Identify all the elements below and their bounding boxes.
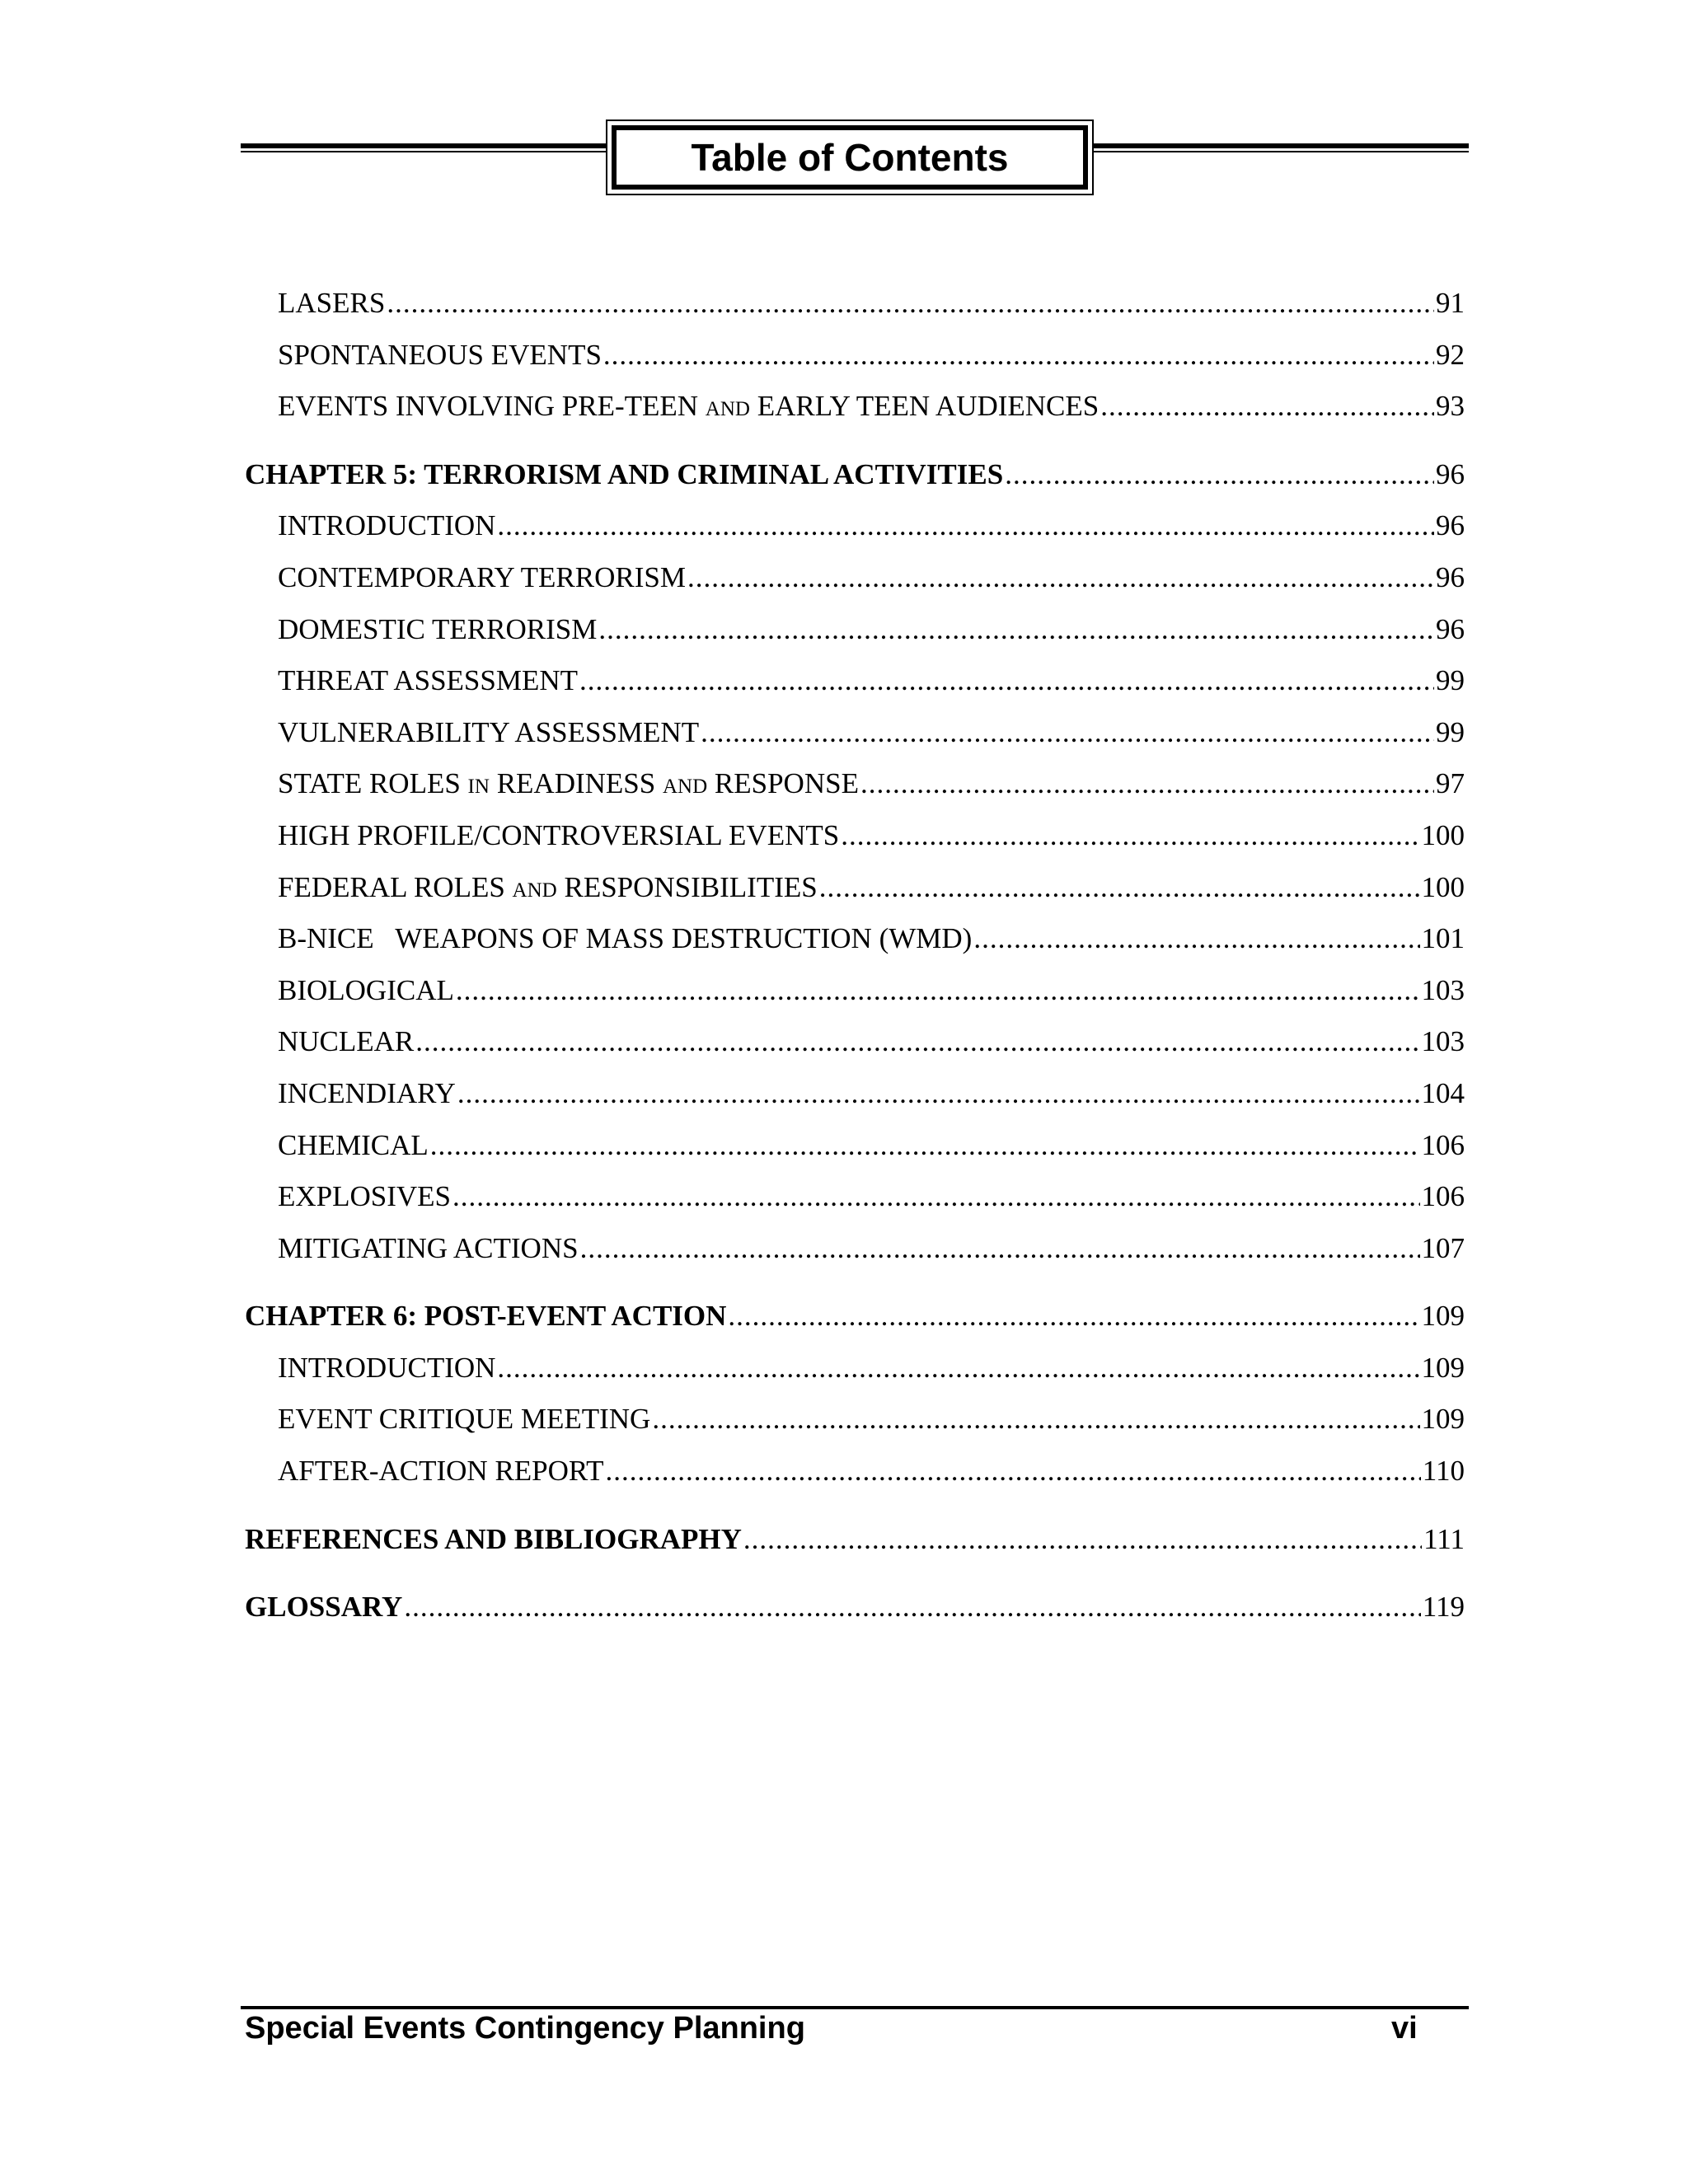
entry-page: 99: [1436, 715, 1465, 748]
toc-entry-federal-roles[interactable]: [245, 871, 1465, 923]
footer-page-number: vi: [1391, 2011, 1418, 2046]
title-box: [606, 120, 1094, 195]
toc-entry-lasers[interactable]: [245, 287, 1465, 339]
toc-entry-high-profile-events[interactable]: [245, 819, 1465, 871]
toc-entry-spontaneous-events[interactable]: [245, 339, 1465, 391]
toc-chapter-5[interactable]: [245, 458, 1465, 510]
dot-leader: [579, 664, 1434, 697]
toc-entry-vulnerability-assessment[interactable]: [245, 716, 1465, 768]
entry-page: 99: [1436, 664, 1465, 697]
dot-leader: [973, 922, 1419, 955]
dot-leader: [415, 1025, 1419, 1058]
dot-leader: [457, 1077, 1420, 1110]
entry-label: SPONTANEOUS EVENTS: [278, 338, 602, 371]
toc-chapter-6[interactable]: [245, 1300, 1465, 1352]
toc-entry-after-action-report[interactable]: [245, 1455, 1465, 1507]
entry-page: 107: [1421, 1231, 1465, 1264]
entry-label: CONTEMPORARY TERRORISM: [278, 560, 686, 593]
toc-entry-introduction[interactable]: [245, 1352, 1465, 1404]
entry-label: INCENDIARY: [278, 1076, 456, 1109]
chapter-label: GLOSSARY: [245, 1591, 403, 1624]
entry-page: 109: [1421, 1300, 1465, 1333]
entry-label: DOMESTIC TERRORISM: [278, 612, 598, 645]
dot-leader: [652, 1403, 1419, 1436]
toc-entry-biological[interactable]: [245, 974, 1465, 1026]
entry-label: VULNERABILITY ASSESSMENT: [278, 715, 700, 748]
toc-references[interactable]: [245, 1523, 1465, 1575]
toc-entry-contemporary-terrorism[interactable]: [245, 561, 1465, 613]
footer-title: Special Events Contingency Planning: [245, 2011, 805, 2046]
entry-page: 92: [1436, 338, 1465, 371]
entry-label: CHEMICAL: [278, 1128, 429, 1161]
entry-page: 101: [1421, 922, 1465, 955]
dot-leader: [452, 1180, 1419, 1213]
dot-leader: [687, 561, 1434, 594]
dot-leader: [701, 716, 1434, 749]
toc-entry-preteen-events[interactable]: [245, 390, 1465, 442]
entry-page: 110: [1422, 1455, 1465, 1488]
dot-leader: [580, 1232, 1420, 1265]
toc-glossary[interactable]: [245, 1591, 1465, 1643]
entry-page: 103: [1421, 1025, 1465, 1058]
entry-label: STATE ROLES IN READINESS AND RESPONSE: [278, 767, 859, 800]
toc-entry-nuclear[interactable]: [245, 1025, 1465, 1077]
chapter-label: CHAPTER 5: TERRORISM AND CRIMINAL ACTIVITIES: [245, 457, 1004, 490]
chapter-label: REFERENCES AND BIBLIOGRAPHY: [245, 1522, 742, 1555]
entry-label: EXPLOSIVES: [278, 1180, 452, 1213]
dot-leader: [841, 819, 1419, 852]
toc-entry-threat-assessment[interactable]: [245, 664, 1465, 716]
entry-label: HIGH PROFILE/CONTROVERSIAL EVENTS: [278, 818, 840, 851]
dot-leader: [456, 974, 1420, 1007]
entry-page: 100: [1421, 818, 1465, 851]
entry-label: AFTER-ACTION REPORT: [278, 1455, 604, 1488]
page-title: Table of Contents: [612, 125, 1088, 190]
entry-page: 109: [1421, 1351, 1465, 1384]
dot-leader: [860, 767, 1434, 800]
entry-label: MITIGATING ACTIONS: [278, 1231, 579, 1264]
entry-page: 103: [1421, 973, 1465, 1006]
dot-leader: [728, 1300, 1419, 1333]
toc-entry-mitigating-actions[interactable]: [245, 1232, 1465, 1284]
entry-page: 96: [1436, 560, 1465, 593]
dot-leader: [387, 287, 1434, 320]
dot-leader: [404, 1591, 1420, 1624]
entry-label: FEDERAL ROLES AND RESPONSIBILITIES: [278, 870, 818, 903]
dot-leader: [743, 1523, 1422, 1556]
toc-entry-event-critique-meeting[interactable]: [245, 1403, 1465, 1455]
dot-leader: [603, 339, 1434, 372]
entry-page: 109: [1421, 1403, 1465, 1436]
entry-page: 100: [1421, 870, 1465, 903]
toc-entry-bnice-wmd[interactable]: [245, 922, 1465, 974]
entry-label: BIOLOGICAL: [278, 973, 454, 1006]
toc-entry-introduction[interactable]: [245, 509, 1465, 561]
entry-page: 119: [1422, 1591, 1465, 1624]
entry-page: 96: [1436, 612, 1465, 645]
toc-entry-explosives[interactable]: [245, 1180, 1465, 1232]
dot-leader: [430, 1129, 1420, 1162]
dot-leader: [1005, 458, 1434, 491]
entry-page: 96: [1436, 457, 1465, 490]
chapter-label: CHAPTER 6: POST-EVENT ACTION: [245, 1300, 727, 1333]
toc-entry-chemical[interactable]: [245, 1129, 1465, 1181]
dot-leader: [819, 871, 1420, 904]
toc-entry-domestic-terrorism[interactable]: [245, 613, 1465, 665]
entry-page: 104: [1421, 1076, 1465, 1109]
dot-leader: [497, 509, 1434, 542]
entry-label: THREAT ASSESSMENT: [278, 664, 579, 697]
dot-leader: [497, 1352, 1419, 1385]
entry-page: 106: [1421, 1180, 1465, 1213]
entry-label: INTRODUCTION: [278, 509, 496, 542]
entry-label: B-NICE WEAPONS OF MASS DESTRUCTION (WMD): [278, 922, 973, 955]
entry-label: LASERS: [278, 287, 386, 319]
entry-page: 97: [1436, 767, 1465, 800]
entry-label: INTRODUCTION: [278, 1351, 496, 1384]
entry-page: 106: [1421, 1128, 1465, 1161]
entry-label: NUCLEAR: [278, 1025, 415, 1058]
footer-rule: [241, 2006, 1469, 2009]
entry-label: EVENT CRITIQUE MEETING: [278, 1403, 651, 1436]
entry-page: 96: [1436, 509, 1465, 542]
dot-leader: [598, 613, 1434, 646]
entry-label: EVENTS INVOLVING PRE-TEEN AND EARLY TEEN AUDIENCES: [278, 390, 1100, 423]
toc-entry-state-roles[interactable]: [245, 767, 1465, 819]
dot-leader: [1100, 390, 1434, 423]
entry-page: 111: [1423, 1522, 1465, 1555]
toc-entry-incendiary[interactable]: [245, 1077, 1465, 1129]
dot-leader: [606, 1455, 1421, 1488]
table-of-contents: [245, 287, 1465, 1643]
entry-page: 91: [1436, 287, 1465, 319]
entry-page: 93: [1436, 390, 1465, 423]
